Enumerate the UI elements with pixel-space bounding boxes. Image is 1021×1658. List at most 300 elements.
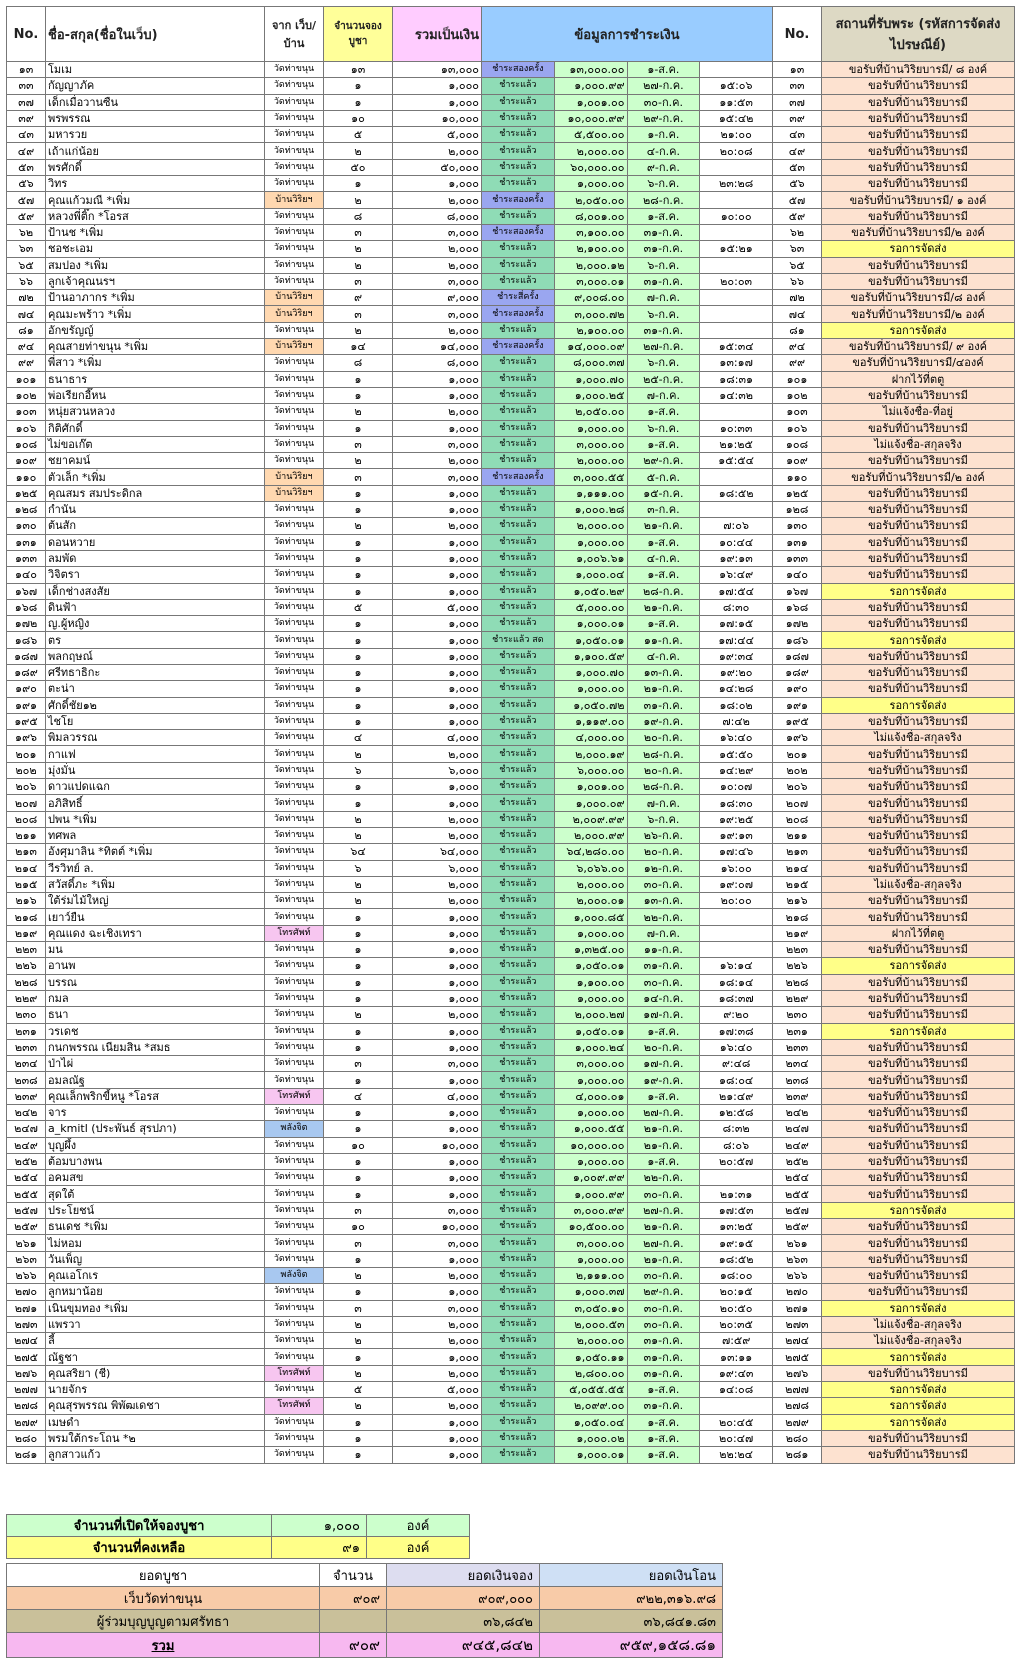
cell-transfer-amount: ๒,๐๐๐.๐๐ [554,453,627,469]
cell-ship-status: ขอรับที่บ้านวิริยบารมี [822,664,1015,680]
cell-source: วัดท่าขนุน [265,1333,324,1349]
cell-no: ๒๗๕ [7,1349,46,1365]
cell-sum: ๑,๐๐๐ [393,713,482,729]
cell-qty: ๑๓ [324,62,393,78]
cell-no: ๒๐๑ [7,746,46,762]
cell-no: ๒๒๓ [7,942,46,958]
cell-source: วัดท่าขนุน [265,502,324,518]
cell-payment-status: ชำระแล้ว [482,355,555,371]
cell-source: วัดท่าขนุน [265,208,324,224]
cell-no2: ๒๑๘ [773,909,822,925]
cell-qty: ๓ [324,273,393,289]
cell-qty: ๖๔ [324,844,393,860]
cell-qty: ๑๔ [324,339,393,355]
cell-sum: ๒,๐๐๐ [393,241,482,257]
cell-ship-status: ขอรับที่บ้านวิริยบารมี [822,1121,1015,1137]
cell-qty: ๒ [324,241,393,257]
cell-payment-status: ชำระแล้ว [482,762,555,778]
cell-payment-status: ชำระแล้ว [482,485,555,501]
table-row [7,420,1015,436]
cell-qty: ๑ [324,502,393,518]
cell-transfer-time: ๑๘:๐๔ [700,1072,773,1088]
cell-no2: ๒๒๙ [773,990,822,1006]
cell-ship-status: ขอรับที่บ้านวิริยบารมี [822,779,1015,795]
cell-sum: ๑,๐๐๐ [393,534,482,550]
cell-ship-status: ขอรับที่บ้านวิริยบารมี [822,1284,1015,1300]
cell-transfer-time: ๒๐:๐๘ [700,143,773,159]
cell-sum: ๓,๐๐๐ [393,1202,482,1218]
cell-source: วัดท่าขนุน [265,974,324,990]
cell-payment-status: ชำระแล้ว [482,1430,555,1446]
cell-transfer-time: ๑๓:๒๕ [700,1219,773,1235]
cell-name: อมลณัฐ [46,1072,265,1088]
cell-qty: ๑๐ [324,1137,393,1153]
cell-no: ๑๓ [7,62,46,78]
cell-payment-status: ชำระแล้ว [482,1039,555,1055]
cell-payment-status: ชำระแล้ว [482,616,555,632]
cell-qty: ๑ [324,974,393,990]
cell-payment-status: ชำระแล้ว [482,1316,555,1332]
cell-transfer-time [700,192,773,208]
cell-no: ๕๙ [7,208,46,224]
cell-transfer-amount: ๑๐,๐๐๐.๙๙ [554,110,627,126]
cell-sum: ๒,๐๐๐ [393,1333,482,1349]
cell-transfer-time: ๑๖:๔๐ [700,1039,773,1055]
cell-qty: ๑ [324,78,393,94]
table-row [7,273,1015,289]
cell-no2: ๑๓๑ [773,534,822,550]
cell-no: ๘๑ [7,322,46,338]
cell-transfer-time: ๒๒:๒๔ [700,1447,773,1463]
cell-ship-status: ขอรับที่บ้านวิริยบารมี [822,1447,1015,1463]
cell-source: วัดท่าขนุน [265,909,324,925]
cell-ship-status: รอการจัดส่ง [822,958,1015,974]
cell-transfer-time: ๒๑:๔๙ [700,1088,773,1104]
cell-no: ๒๘๐ [7,1430,46,1446]
cell-name: โมเม [46,62,265,78]
cell-transfer-amount: ๑,๑๐๐.๐๐ [554,974,627,990]
cell-sum: ๑,๐๐๐ [393,583,482,599]
col-header-ship: สถานที่รับพระ (รหัสการจัดส่งไปรษณีย์) [822,7,1015,62]
cell-name: เมษดำ [46,1414,265,1430]
cell-no2: ๑๒๕ [773,485,822,501]
cell-no: ๒๓๐ [7,1007,46,1023]
cell-no2: ๑๐๙ [773,453,822,469]
cell-transfer-date: ๑-ส.ค. [627,567,700,583]
cell-qty: ๒ [324,1333,393,1349]
table-row [7,550,1015,566]
cell-qty: ๑ [324,713,393,729]
cell-ship-status: ขอรับที่บ้านวิริยบารมี [822,1088,1015,1104]
cell-transfer-amount: ๑,๐๐๐.๐๐ [554,534,627,550]
cell-no: ๑๑๐ [7,469,46,485]
cell-no2: ๒๑๖ [773,893,822,909]
cell-qty: ๓ [324,1056,393,1072]
cell-source: วัดท่าขนุน [265,681,324,697]
cell-transfer-date: ๑-ก.ค. [627,127,700,143]
cell-transfer-date: ๔-ก.ค. [627,143,700,159]
cell-source: วัดท่าขนุน [265,648,324,664]
cell-sum: ๑,๐๐๐ [393,78,482,94]
cell-no: ๒๓๑ [7,1023,46,1039]
cell-payment-status: ชำระแล้ว [482,387,555,403]
cell-transfer-date: ๗-ก.ค. [627,925,700,941]
cell-transfer-amount: ๑,๐๕๐.๐๑ [554,1023,627,1039]
cell-payment-status: ชำระแล้ว [482,453,555,469]
cell-name: คุณมะพร้าว *เพิ่ม [46,306,265,322]
table-row [7,958,1015,974]
cell-name: ไชโย [46,713,265,729]
cell-no: ๕๓ [7,159,46,175]
summary-web-transferred: ๙๒๒,๓๑๖.๙๘ [540,1587,723,1610]
cell-transfer-date: ๑-ส.ค. [627,62,700,78]
cell-no: ๒๗๐ [7,1284,46,1300]
cell-no: ๒๑๙ [7,925,46,941]
table-row [7,1186,1015,1202]
cell-source: วัดท่าขนุน [265,1056,324,1072]
cell-sum: ๑,๐๐๐ [393,1414,482,1430]
cell-no: ๑๗๒ [7,616,46,632]
cell-transfer-time: ๒๐:๕๐ [700,1300,773,1316]
cell-source: วัดท่าขนุน [265,1251,324,1267]
cell-transfer-amount: ๒,๐๐๐.๑๙ [554,746,627,762]
cell-sum: ๑,๐๐๐ [393,1170,482,1186]
cell-qty: ๑ [324,1186,393,1202]
cell-transfer-time: ๗:๔๒ [700,713,773,729]
cell-source: วัดท่าขนุน [265,534,324,550]
cell-payment-status: ชำระแล้ว [482,746,555,762]
cell-transfer-time: ๑๐:๓๓ [700,420,773,436]
availability-remaining-row [7,1537,470,1559]
cell-transfer-date: ๑-ส.ค. [627,1430,700,1446]
cell-transfer-amount: ๑,๐๐๐.๒๔ [554,1039,627,1055]
cell-no2: ๑๘๖ [773,632,822,648]
cell-payment-status: ชำระแล้ว [482,860,555,876]
cell-no: ๑๓๑ [7,534,46,550]
table-row [7,1284,1015,1300]
cell-transfer-date: ๒๗-ก.ค. [627,1105,700,1121]
cell-transfer-time [700,404,773,420]
cell-qty: ๑๐ [324,110,393,126]
cell-transfer-time: ๗:๕๙ [700,1333,773,1349]
summary-web-count: ๙๐๙ [320,1587,387,1610]
cell-payment-status: ชำระแล้ว [482,893,555,909]
cell-no2: ๒๓๙ [773,1088,822,1104]
cell-transfer-time: ๙:๒๐ [700,1007,773,1023]
cell-transfer-date: ๒๐-ก.ค. [627,762,700,778]
cell-transfer-date: ๓-ก.ค. [627,502,700,518]
cell-transfer-date: ๗-ก.ค. [627,387,700,403]
cell-source: บ้านวิริยฯ [265,306,324,322]
cell-name: อภิสิทธิ์ [46,795,265,811]
cell-ship-status: ขอรับที่บ้านวิริยบารมี [822,94,1015,110]
summary-donors-label: ผู้ร่วมบุญบูญตามศรัทธา [7,1610,320,1633]
cell-transfer-time: ๑๓:๑๗ [700,355,773,371]
cell-source: วัดท่าขนุน [265,94,324,110]
cell-ship-status: ขอรับที่บ้านวิริยบารมี [822,143,1015,159]
cell-source: บ้านวิริยฯ [265,469,324,485]
cell-no: ๒๐๖ [7,779,46,795]
cell-source: บ้านวิริยฯ [265,339,324,355]
cell-no2: ๑๐๖ [773,420,822,436]
cell-name: มหารวย [46,127,265,143]
cell-transfer-amount: ๙,๐๐๘.๐๐ [554,290,627,306]
cell-transfer-time [700,224,773,240]
cell-payment-status: ชำระแล้ว [482,241,555,257]
table-row [7,1300,1015,1316]
cell-no2: ๒๖๖ [773,1267,822,1283]
cell-transfer-time: ๑๕:๐๖ [700,78,773,94]
cell-name: อคมสข [46,1170,265,1186]
cell-no2: ๑๑๐ [773,469,822,485]
cell-transfer-date: ๒๐-ก.ค. [627,844,700,860]
cell-transfer-amount: ๑,๓๒๕.๐๐ [554,942,627,958]
table-row [7,795,1015,811]
cell-no: ๖๖ [7,273,46,289]
cell-sum: ๒,๐๐๐ [393,1007,482,1023]
cell-payment-status: ชำระแล้ว [482,1365,555,1381]
cell-qty: ๑ [324,176,393,192]
cell-qty: ๓ [324,436,393,452]
cell-transfer-time: ๑๗:๓๘ [700,1023,773,1039]
cell-no2: ๑๓๐ [773,518,822,534]
cell-source: วัดท่าขนุน [265,1023,324,1039]
cell-transfer-amount: ๑๐,๐๐๐.๐๐ [554,1137,627,1153]
cell-source: วัดท่าขนุน [265,1072,324,1088]
cell-source: วัดท่าขนุน [265,241,324,257]
cell-ship-status: ขอรับที่บ้านวิริยบารมี [822,208,1015,224]
cell-qty: ๓ [324,469,393,485]
cell-payment-status: ชำระแล้ว [482,110,555,126]
cell-source: วัดท่าขนุน [265,1137,324,1153]
cell-qty: ๒ [324,1365,393,1381]
summary-total-label: รวม [7,1633,320,1658]
cell-ship-status: ขอรับที่บ้านวิริยบารมี [822,1153,1015,1169]
cell-ship-status: ขอรับที่บ้านวิริยบารมี [822,518,1015,534]
table-row [7,599,1015,615]
cell-no: ๒๕๒ [7,1153,46,1169]
cell-qty: ๑ [324,534,393,550]
cell-payment-status: ชำระแล้ว [482,371,555,387]
col-header-no2: No. [773,7,822,62]
cell-no2: ๑๙๐ [773,681,822,697]
cell-transfer-time: ๑๕:๔๒ [700,110,773,126]
cell-transfer-time: ๑๕:๕๔ [700,453,773,469]
cell-transfer-amount: ๓,๐๕๐.๑๐ [554,1300,627,1316]
cell-no: ๖๒ [7,224,46,240]
cell-transfer-date: ๒๐-ก.ค. [627,730,700,746]
cell-source: วัดท่าขนุน [265,224,324,240]
cell-transfer-time: ๑๙:๒๐ [700,664,773,680]
cell-name: ตะน่า [46,681,265,697]
cell-no2: ๒๓๓ [773,1039,822,1055]
cell-ship-status: ขอรับที่บ้านวิริยบารมี [822,567,1015,583]
cell-payment-status: ชำระแล้ว [482,1219,555,1235]
cell-source: วัดท่าขนุน [265,664,324,680]
cell-no2: ๒๗๐ [773,1284,822,1300]
table-row [7,990,1015,1006]
cell-sum: ๒,๐๐๐ [393,811,482,827]
cell-no2: ๒๗๔ [773,1333,822,1349]
cell-transfer-date: ๒๘-ก.ค. [627,192,700,208]
cell-transfer-amount: ๒,๐๐๐.๐๐ [554,1333,627,1349]
cell-no2: ๒๐๗ [773,795,822,811]
cell-transfer-date: ๑๒-ก.ค. [627,860,700,876]
cell-transfer-time: ๑๙:๑๓ [700,550,773,566]
cell-no: ๒๓๙ [7,1088,46,1104]
table-row [7,502,1015,518]
cell-transfer-amount: ๑,๐๐๑.๐๐ [554,779,627,795]
cell-transfer-time: ๒๐:๔๕ [700,1414,773,1430]
cell-name: ไม่ขอเก๊ต [46,436,265,452]
cell-sum: ๙,๐๐๐ [393,290,482,306]
col-header-qty: จำนวนจอง บูชา [324,7,393,62]
cell-no2: ๑๒๘ [773,502,822,518]
cell-no: ๑๐๘ [7,436,46,452]
cell-name: กนกพรรณ เนียมสิน *สมธ [46,1039,265,1055]
cell-sum: ๑๐,๐๐๐ [393,110,482,126]
cell-qty: ๒ [324,811,393,827]
cell-no2: ๒๑๙ [773,925,822,941]
cell-qty: ๑ [324,1284,393,1300]
cell-payment-status: ชำระแล้ว [482,827,555,843]
cell-qty: ๑ [324,94,393,110]
cell-qty: ๑ [324,567,393,583]
cell-transfer-time [700,322,773,338]
cell-sum: ๕๐,๐๐๐ [393,159,482,175]
table-row [7,925,1015,941]
table-row [7,387,1015,403]
cell-qty: ๑ [324,648,393,664]
cell-name: อานพ [46,958,265,974]
cell-transfer-amount: ๓,๐๐๐.๗๒ [554,306,627,322]
table-row [7,1202,1015,1218]
table-row [7,1072,1015,1088]
cell-payment-status: ชำระแล้ว [482,1284,555,1300]
cell-transfer-amount: ๑,๐๐๐.๒๕ [554,387,627,403]
cell-source: พลังจิต [265,1121,324,1137]
cell-ship-status: ขอรับที่บ้านวิริยบารมี [822,893,1015,909]
cell-transfer-date: ๒๙-ก.ค. [627,110,700,126]
cell-transfer-time: ๑๕:๒๑ [700,241,773,257]
cell-source: วัดท่าขนุน [265,746,324,762]
cell-transfer-time: ๑๘:๑๔ [700,974,773,990]
cell-source: วัดท่าขนุน [265,518,324,534]
cell-payment-status: ชำระแล้ว [482,599,555,615]
cell-no2: ๑๙๕ [773,713,822,729]
cell-transfer-date: ๑๔-ก.ค. [627,990,700,1006]
cell-ship-status: ขอรับที่บ้านวิริยบารมี [822,1430,1015,1446]
cell-sum: ๒,๐๐๐ [393,1316,482,1332]
table-row [7,1039,1015,1055]
cell-qty: ๑ [324,1072,393,1088]
table-row [7,860,1015,876]
table-row [7,893,1015,909]
table-row [7,1414,1015,1430]
cell-qty: ๒ [324,518,393,534]
cell-payment-status: ชำระแล้ว [482,1105,555,1121]
cell-no2: ๕๓ [773,159,822,175]
cell-transfer-time: ๑๕:๓๔ [700,339,773,355]
cell-transfer-amount: ๑๔,๐๐๐.๐๙ [554,339,627,355]
cell-name: แพรวา [46,1316,265,1332]
cell-no: ๒๕๙ [7,1219,46,1235]
cell-no: ๒๒๘ [7,974,46,990]
cell-no2: ๒๖๓ [773,1251,822,1267]
cell-name: ไม่หอม [46,1235,265,1251]
table-row [7,110,1015,126]
cell-source: วัดท่าขนุน [265,420,324,436]
cell-payment-status: ชำระแล้ว [482,990,555,1006]
cell-ship-status: ขอรับที่บ้านวิริยบารมี [822,811,1015,827]
cell-no2: ๑๓ [773,62,822,78]
cell-transfer-date: ๗-ก.ค. [627,795,700,811]
opened-unit: องค์ [367,1515,470,1537]
cell-sum: ๑๓,๐๐๐ [393,62,482,78]
cell-ship-status: ขอรับที่บ้านวิริยบารมี [822,1267,1015,1283]
table-header-row [7,7,1015,62]
cell-no: ๒๑๑ [7,827,46,843]
cell-payment-status: ชำระแล้ว [482,648,555,664]
cell-sum: ๑,๐๐๐ [393,942,482,958]
cell-ship-status: รอการจัดส่ง [822,1414,1015,1430]
cell-payment-status: ชำระแล้ว [482,1333,555,1349]
cell-no2: ๑๙๖ [773,730,822,746]
cell-source: วัดท่าขนุน [265,1447,324,1463]
cell-transfer-date: ๓๐-ก.ค. [627,1186,700,1202]
cell-qty: ๓ [324,1235,393,1251]
cell-name: คุณสุรพรรณ พิพัฒเดชา [46,1398,265,1414]
cell-sum: ๒,๐๐๐ [393,257,482,273]
cell-payment-status: ชำระแล้ว [482,1056,555,1072]
cell-no: ๒๕๔ [7,1170,46,1186]
cell-transfer-time [700,469,773,485]
cell-source: วัดท่าขนุน [265,942,324,958]
cell-name: ลูกหมาน้อย [46,1284,265,1300]
cell-source: บ้านวิริยฯ [265,192,324,208]
table-row [7,746,1015,762]
cell-transfer-amount: ๘,๐๐๑.๐๐ [554,208,627,224]
cell-name: พลกฤษณ์ [46,648,265,664]
cell-no: ๓๗ [7,94,46,110]
cell-transfer-date: ๖-ก.ค. [627,355,700,371]
cell-no2: ๘๑ [773,322,822,338]
cell-qty: ๑ [324,664,393,680]
cell-transfer-time: ๑๖:๐๐ [700,860,773,876]
cell-payment-status: ชำระแล้ว [482,404,555,420]
cell-transfer-date: ๖-ก.ค. [627,257,700,273]
summary-donors-count [320,1610,387,1633]
cell-no2: ๒๖๑ [773,1235,822,1251]
cell-transfer-time: ๑๘:๐๒ [700,697,773,713]
table-row [7,1137,1015,1153]
cell-no2: ๒๕๙ [773,1219,822,1235]
cell-sum: ๒,๐๐๐ [393,1365,482,1381]
cell-name: สมปอง *เพิ่ม [46,257,265,273]
cell-payment-status: ชำระแล้ว [482,958,555,974]
cell-source: วัดท่าขนุน [265,1202,324,1218]
cell-transfer-time: ๑๘:๐๐ [700,1267,773,1283]
cell-transfer-amount: ๑,๐๐๐.๐๒ [554,1430,627,1446]
cell-payment-status: ชำระแล้ว [482,1300,555,1316]
cell-name: ลมพัด [46,550,265,566]
cell-sum: ๑,๐๐๐ [393,1121,482,1137]
cell-name: ต้นสัก [46,518,265,534]
cell-source: วัดท่าขนุน [265,273,324,289]
cell-sum: ๖,๐๐๐ [393,762,482,778]
summary-web-booked: ๙๐๙,๐๐๐ [387,1587,540,1610]
cell-name: ลี้ [46,1333,265,1349]
